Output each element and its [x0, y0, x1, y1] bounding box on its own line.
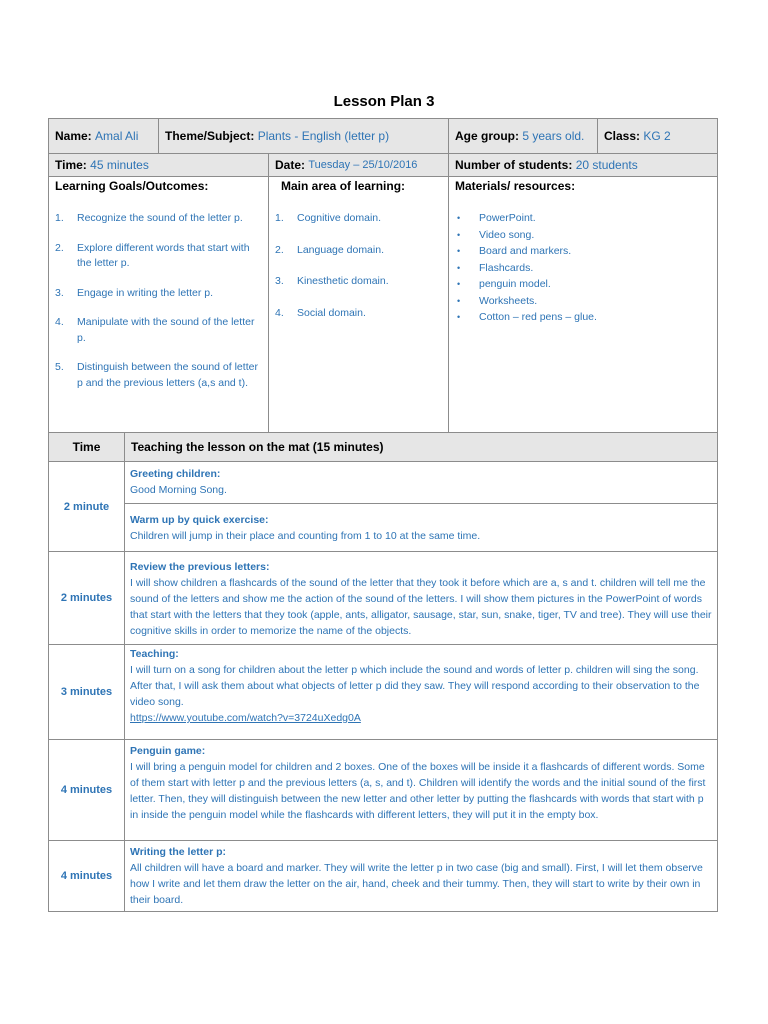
- class-cell: [597, 118, 718, 154]
- goal-item: 5. Distinguish between the sound of letter p and the previous letters (a,s and t).: [55, 361, 258, 389]
- time-column-heading: Time: [48, 432, 125, 462]
- time-label: Time:: [55, 158, 87, 172]
- activity-heading: Penguin game:: [130, 745, 206, 757]
- activity-text: I will turn on a song for children about the letter p which include the sound and words of letter p. children will sing the song. After that, I will ask them about what objects of letter p did they saw. They will respond according to their observation to the video song.: [130, 664, 700, 708]
- materials-heading: Materials/ resources:: [455, 179, 576, 193]
- materials-list: [455, 210, 711, 326]
- class-label: Class:: [604, 129, 641, 143]
- theme-value: Plants - English (letter p): [257, 129, 390, 143]
- schedule-time: 4 minutes: [48, 840, 125, 912]
- material-item: • Board and markers.: [457, 245, 572, 257]
- date-value: Tuesday – 25/10/2016: [308, 159, 418, 171]
- age-group-label: Age group:: [455, 129, 519, 143]
- main-area-heading: Main area of learning:: [281, 179, 406, 193]
- activity-heading: Teaching:: [130, 648, 179, 660]
- area-item: 3. Kinesthetic domain.: [275, 275, 389, 287]
- activity-text: I will bring a penguin model for children and 2 boxes. One of the boxes will be inside it a flashcards of different words. Some of them start with letter p and the previous letters (a, s, and t). Children will identify the words and the initial sound of the first letter. Then, they will distinguish between the new letter and other letter by putting the flashcards with words that start with p in inside the penguin model while the flashcards with different letters, they will put it in the empty box.: [130, 761, 706, 821]
- students-value: 20 students: [575, 158, 638, 172]
- date-label: Date:: [275, 158, 306, 172]
- activity-text: Children will jump in their place and counting from 1 to 10 at the same time.: [130, 530, 481, 542]
- area-item: 2. Language domain.: [275, 243, 384, 256]
- class-value: KG 2: [643, 129, 671, 143]
- activity-greeting: [124, 461, 718, 504]
- main-area-list: [275, 211, 442, 321]
- activity-heading: Review the previous letters:: [130, 561, 270, 573]
- learning-goals-list: [55, 211, 262, 391]
- area-item: 1. Cognitive domain.: [275, 212, 382, 224]
- activity-heading: Warm up by quick exercise:: [130, 514, 269, 526]
- name-label: Name:: [55, 129, 92, 143]
- material-item: • Video song.: [457, 228, 535, 241]
- theme-label: Theme/Subject:: [165, 129, 255, 143]
- section-heading: Teaching the lesson on the mat (15 minutes): [124, 432, 718, 462]
- schedule-time: 4 minutes: [48, 739, 125, 841]
- material-item: • Flashcards.: [457, 261, 534, 274]
- goal-item: 3. Engage in writing the letter p.: [55, 286, 213, 299]
- schedule-time: 2 minute: [48, 461, 125, 552]
- activity-text: I will show children a flashcards of the sound of the letter that they took it before which are a, s and t. children will tell me the sound of the letters and show me the action of the sound of the letters. I will show them pictures in the PowerPoint of words that start with the letters that they took (apple, ants, alligator, sausage, star, sun, snake, tiger, TV and tree). They will use their cognitive skills in order to memorize the name of the objects.: [130, 577, 712, 637]
- learning-goals-heading: Learning Goals/Outcomes:: [55, 179, 209, 193]
- age-group-cell: [448, 118, 598, 154]
- video-link[interactable]: https://www.youtube.com/watch?v=3724uXedg0A: [130, 712, 361, 724]
- goal-item: 4. Manipulate with the sound of the letter p.: [55, 316, 255, 344]
- date-cell: [268, 153, 449, 177]
- activity-review: [124, 551, 718, 645]
- main-area-cell: [268, 176, 449, 433]
- schedule-time: 3 minutes: [48, 644, 125, 740]
- page-title: Lesson Plan 3: [333, 93, 435, 110]
- theme-cell: [158, 118, 449, 154]
- activity-teaching: [124, 644, 718, 740]
- students-cell: [448, 153, 718, 177]
- age-group-value: 5 years old.: [522, 129, 585, 143]
- material-item: • Cotton – red pens – glue.: [457, 311, 597, 323]
- activity-heading: Writing the letter p:: [130, 846, 227, 858]
- learning-goals-cell: [48, 176, 269, 433]
- time-value: 45 minutes: [90, 158, 149, 172]
- material-item: • PowerPoint.: [457, 212, 536, 224]
- schedule-time: 2 minutes: [48, 551, 125, 645]
- activity-text: All children will have a board and marker. They will write the letter p in two case (big and small). First, I will let them observe how I write and let them draw the letter on the air, hand, cheek and their tummy. Then, they will start to write by their own in their board.: [130, 862, 703, 906]
- time-cell: [48, 153, 269, 177]
- activity-penguin-game: [124, 739, 718, 841]
- material-item: • penguin model.: [457, 278, 551, 290]
- material-item: • Worksheets.: [457, 294, 538, 307]
- activity-heading: Greeting children:: [130, 468, 221, 480]
- activity-writing: [124, 840, 718, 912]
- students-label: Number of students:: [455, 158, 573, 172]
- name-value: Amal Ali: [95, 129, 139, 143]
- materials-cell: [448, 176, 718, 433]
- activity-text: Good Morning Song.: [130, 484, 227, 496]
- activity-warmup: [124, 503, 718, 552]
- area-item: 4. Social domain.: [275, 306, 366, 319]
- goal-item: 2. Explore different words that start with the letter p.: [55, 241, 250, 269]
- goal-item: 1. Recognize the sound of the letter p.: [55, 212, 243, 224]
- name-cell: [48, 118, 159, 154]
